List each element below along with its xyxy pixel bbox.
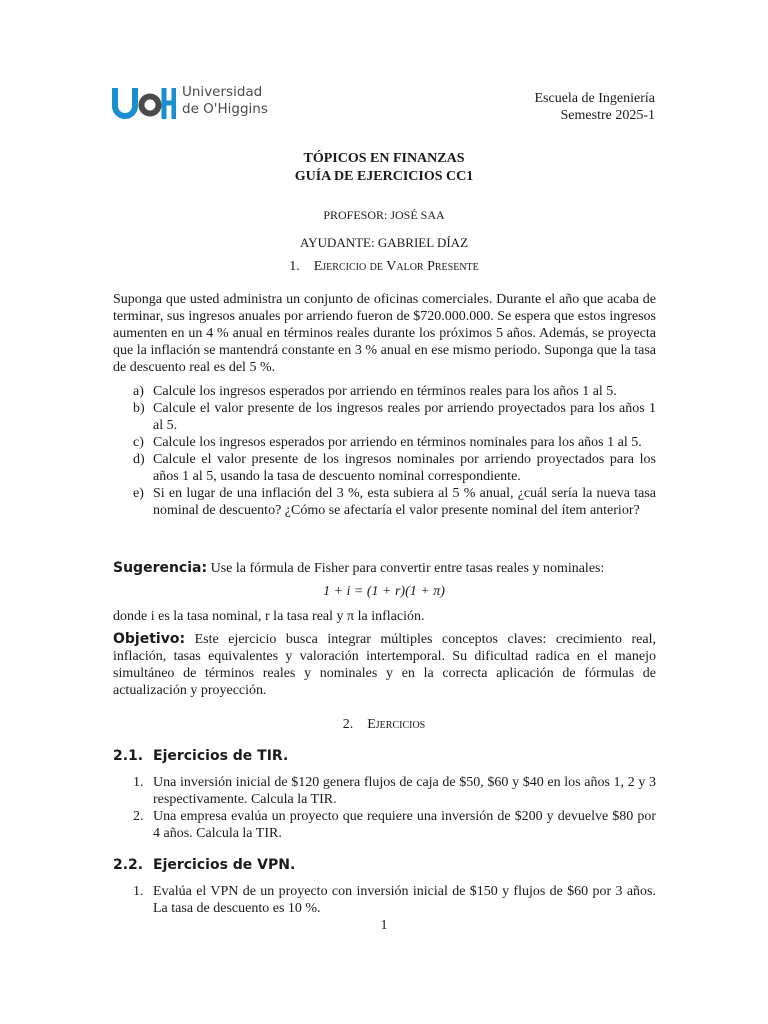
section-2-heading (0, 717, 768, 733)
item-marker: 2. (133, 809, 144, 824)
item-marker: b) (133, 401, 145, 416)
logo-line-1: Universidad (182, 84, 263, 100)
vpn-exercise-list (133, 883, 656, 917)
logo-line-2: de O'Higgins (182, 101, 268, 117)
logo-text (182, 84, 268, 118)
item-text: Calcule los ingresos esperados por arriendo en términos nominales para los años 1 al 5. (153, 435, 642, 450)
list-item (133, 451, 656, 485)
subsection-2-2-heading (113, 857, 295, 873)
semester: Semestre 2025-1 (560, 108, 655, 123)
item-text: Si en lugar de una inflación del 3 %, esta subiera al 5 % anual, ¿cuál sería la nueva tasa nominal de descuento? ¿Cómo se afectaría el valor presente nominal del ítem anterior? (153, 486, 656, 518)
subsection-2-2-title: Ejercicios de VPN. (153, 857, 296, 873)
hint-text: Use la fórmula de Fisher para convertir entre tasas reales y nominales: (210, 561, 605, 576)
objective-text: Este ejercicio busca integrar múltiples conceptos claves: crecimiento real, inflación, tasas equivalentes y valoración intertemporal. Su dificultad radica en el manejo simultáneo de términos reales y nominales y en la correcta aplicación de fórmulas de actualización y proyección. (113, 632, 657, 698)
subsection-2-2-number: 2.2. (113, 857, 144, 873)
tir-exercise-list (133, 774, 656, 842)
subsection-2-1-number: 2.1. (113, 748, 144, 764)
objective-paragraph (113, 631, 656, 699)
university-logo (112, 84, 282, 122)
section-2-title: Ejercicios (367, 717, 426, 732)
page-number: 1 (380, 918, 388, 933)
school-name: Escuela de Ingeniería (534, 91, 655, 106)
hint-label: Sugerencia: (113, 560, 208, 576)
professor-name: PROFESOR: JOSÉ SAA (323, 208, 445, 222)
list-item (133, 485, 656, 519)
title-line-2: GUÍA DE EJERCICIOS CC1 (294, 169, 474, 184)
item-text: Calcule el valor presente de los ingresos nominales por arriendo proyectados para los años 1 al 5, usando la tasa de descuento nominal correspondiente. (153, 452, 656, 484)
section-1-heading (0, 259, 768, 275)
objective-label: Objetivo: (113, 631, 186, 647)
item-text: Evalúa el VPN de un proyecto con inversión inicial de $150 y flujos de $60 por 3 años. La tasa de descuento es 10 %. (153, 884, 656, 916)
document-title (0, 150, 768, 186)
subsection-2-1-title: Ejercicios de TIR. (153, 748, 289, 764)
section-1-item-list (133, 383, 656, 519)
subsection-2-1-heading (113, 748, 288, 764)
list-item (133, 774, 656, 808)
title-line-1: TÓPICOS EN FINANZAS (303, 151, 465, 166)
section-1-intro: Suponga que usted administra un conjunto de oficinas comerciales. Durante el año que acaba de terminar, sus ingresos anuales por arriendo fueron de $720.000.000. Se espera que estos ingresos aumenten en un 4 % anual en términos reales durante los próximos 5 años. Además, se proyecta que la inflación se mantendrá constante en 3 % anual en ese mismo periodo. Suponga que la tasa de descuento real es del 5 %. (113, 292, 656, 375)
hint-paragraph (113, 560, 656, 577)
item-text: Calcule el valor presente de los ingresos reales por arriendo proyectados para los años 1 al 5. (153, 401, 656, 433)
list-item (133, 883, 656, 917)
list-item (133, 808, 656, 842)
item-marker: e) (133, 486, 144, 501)
item-text: Una empresa evalúa un proyecto que requiere una inversión de $200 y devuelve $80 por 4 años. Calcula la TIR. (153, 809, 656, 841)
header-info (535, 90, 656, 124)
list-item (133, 400, 656, 434)
list-item (133, 383, 656, 400)
assistant-name: AYUDANTE: GABRIEL DÍAZ (299, 235, 469, 250)
item-marker: a) (133, 384, 144, 399)
fisher-formula: 1 + i = (1 + r)(1 + π) (323, 584, 445, 599)
list-item (133, 434, 656, 451)
item-text: Calcule los ingresos esperados por arriendo en términos reales para los años 1 al 5. (153, 384, 617, 399)
item-marker: 1. (133, 884, 144, 899)
section-1-number: 1. (289, 259, 300, 274)
item-marker: c) (133, 435, 144, 450)
uoh-logo-mark (112, 84, 176, 122)
item-marker: 1. (133, 775, 144, 790)
section-1-title: Ejercicio de Valor Presente (313, 259, 479, 274)
formula-note: donde i es la tasa nominal, r la tasa real y π la inflación. (113, 609, 425, 624)
item-marker: d) (133, 452, 145, 467)
item-text: Una inversión inicial de $120 genera flujos de caja de $50, $60 y $40 en los años 1, 2 y 3 respectivamente. Calcula la TIR. (153, 775, 656, 807)
section-2-number: 2. (342, 717, 354, 732)
